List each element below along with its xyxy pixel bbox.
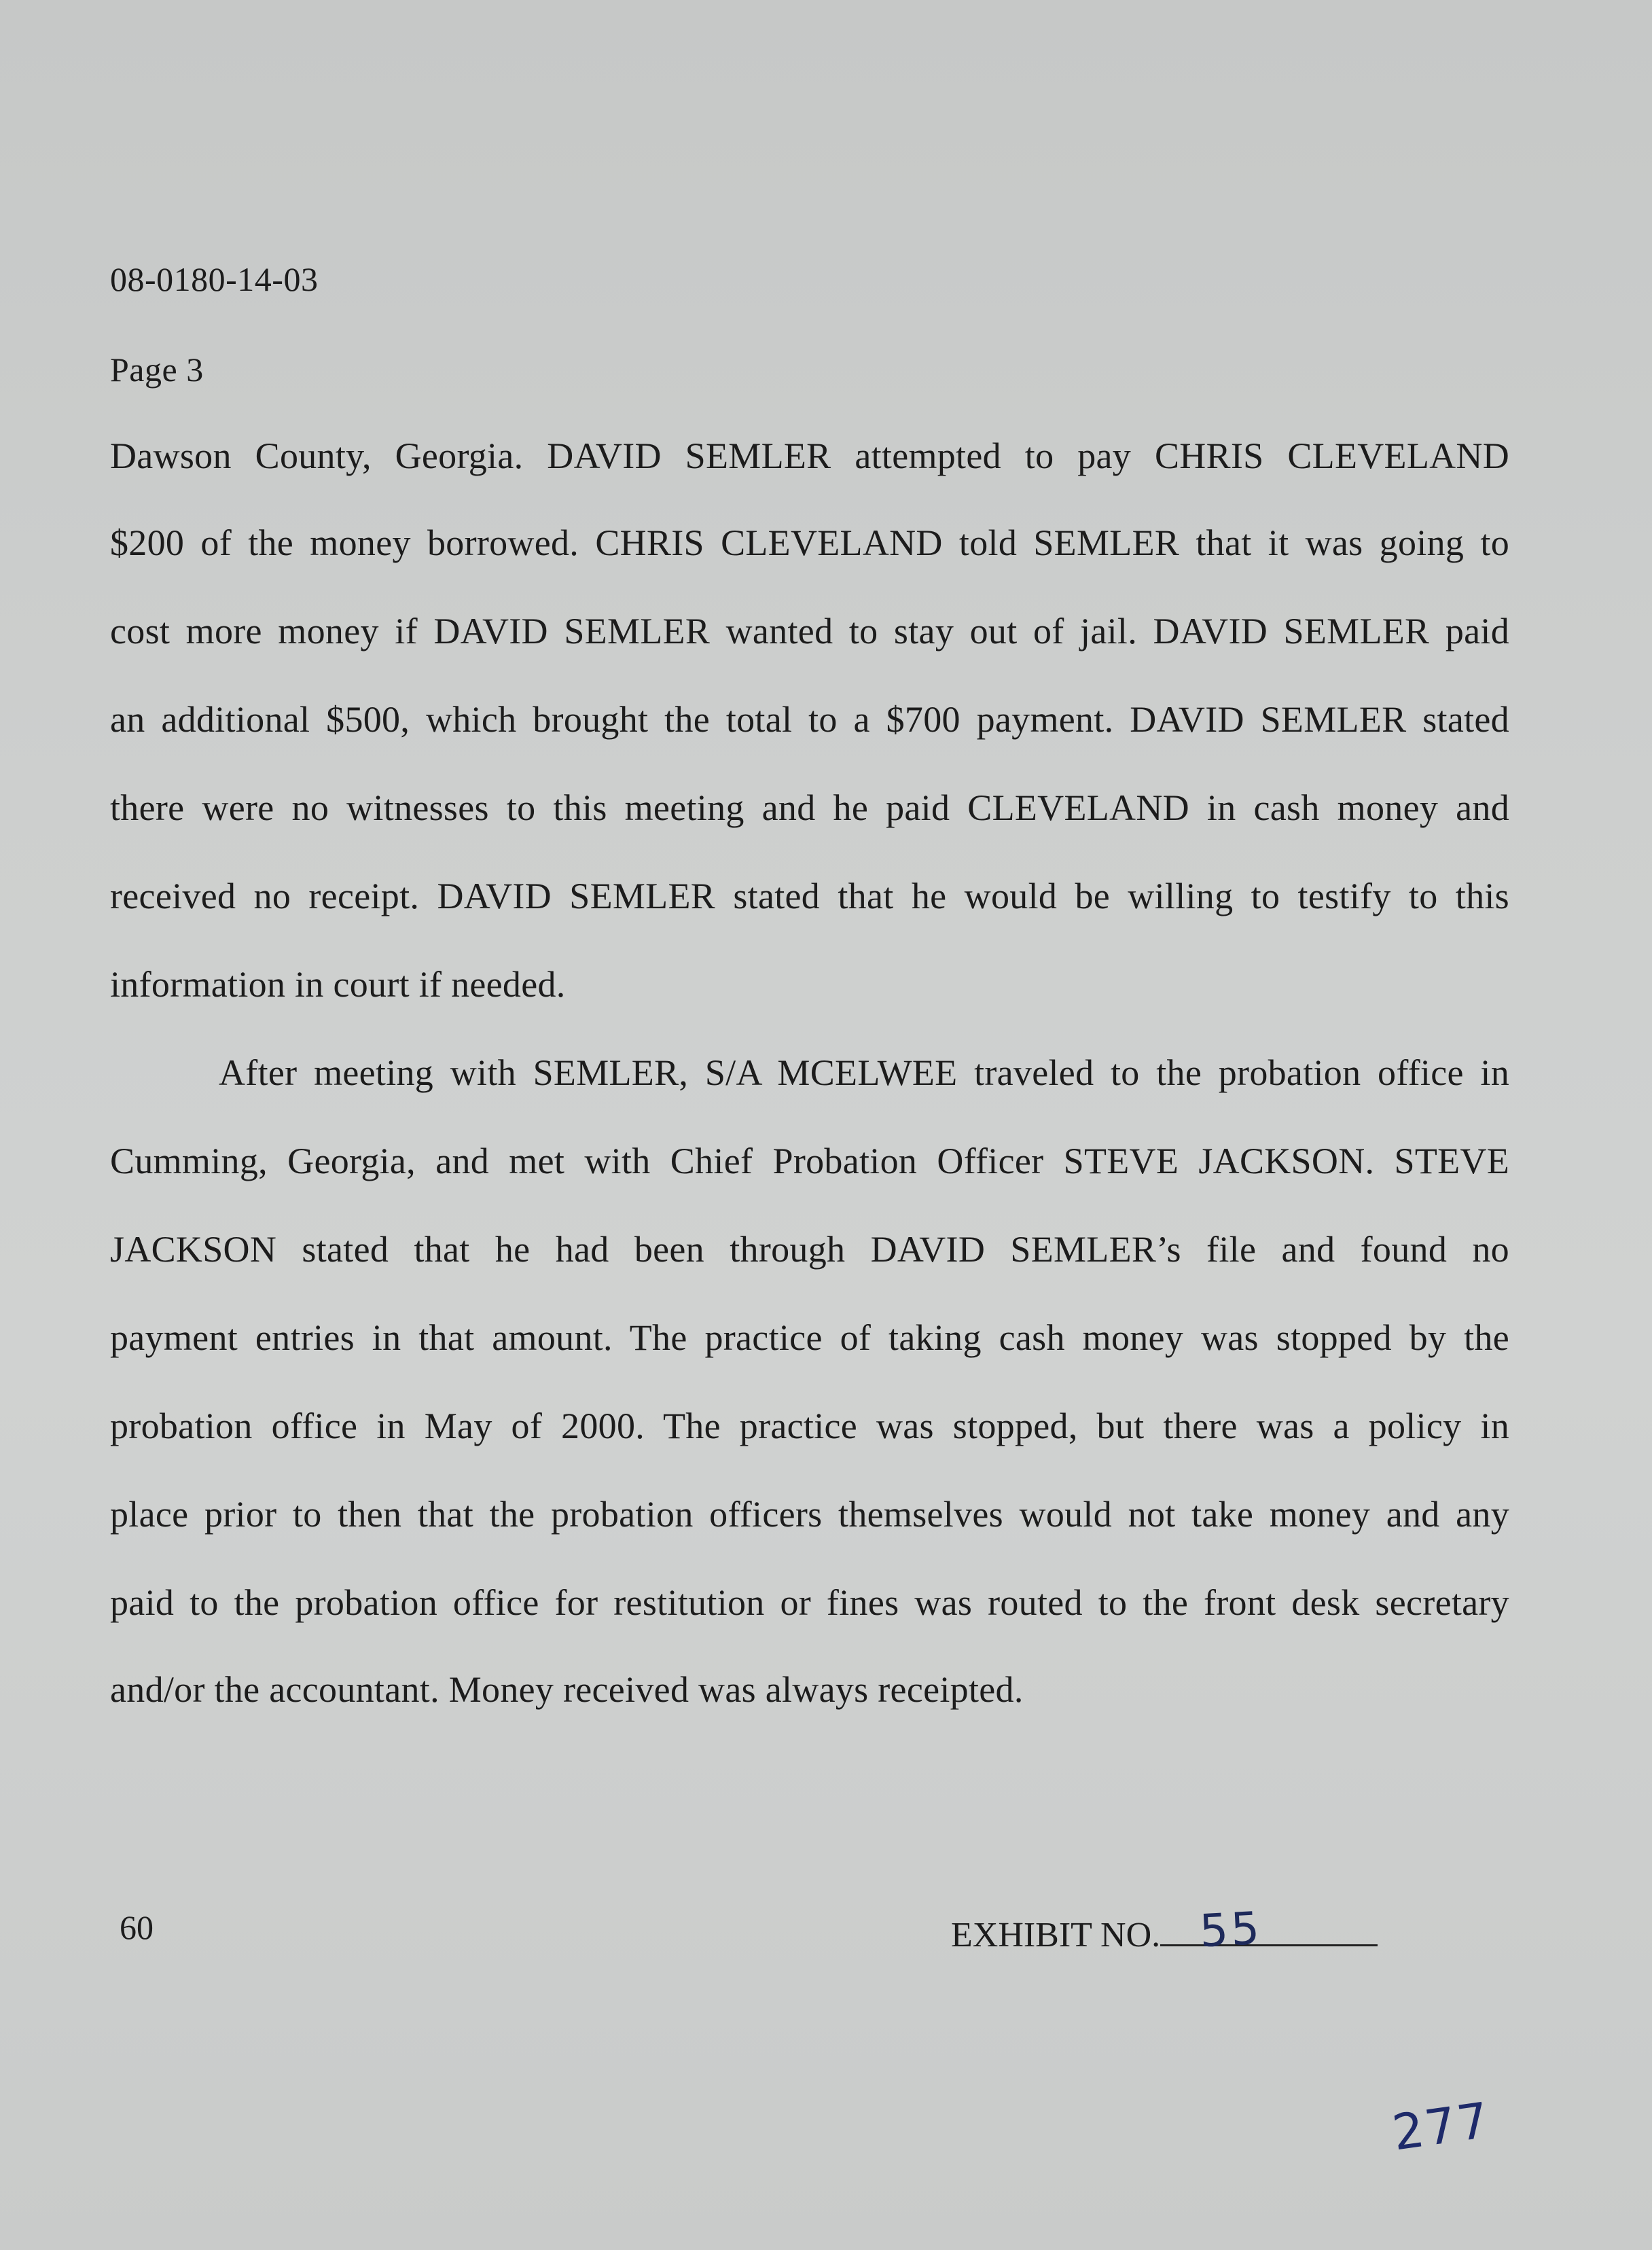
exhibit-blank-line [1160,1901,1378,1958]
page-label: Page 3 [110,351,204,389]
body-line: received no receipt. DAVID SEMLER stated that he would be willing to testify to this [110,876,1509,916]
exhibit-label: EXHIBIT NO. [951,1916,1161,1954]
body-line: information in court if needed. [110,964,566,1005]
body-line: an additional $500, which brought the total to a $700 payment. DAVID SEMLER stated [110,699,1509,740]
body-line: cost more money if DAVID SEMLER wanted to stay out of jail. DAVID SEMLER paid [110,611,1509,651]
body-line: paid to the probation office for restitution or fines was routed to the front desk secretary [110,1582,1509,1623]
body-line: Cumming, Georgia, and met with Chief Probation Officer STEVE JACKSON. STEVE [110,1141,1509,1181]
case-number: 08-0180-14-03 [110,260,319,298]
body-line: JACKSON stated that he had been through DAVID SEMLER’s file and found no [110,1229,1509,1270]
body-line: probation office in May of 2000. The practice was stopped, but there was a policy in [110,1406,1509,1446]
footer-page-number: 60 [120,1908,154,1946]
body-line: $200 of the money borrowed. CHRIS CLEVELAND told SEMLER that it was going to [110,522,1509,563]
body-line: Dawson County, Georgia. DAVID SEMLER attempted to pay CHRIS CLEVELAND [110,435,1509,476]
body-line: payment entries in that amount. The practice of taking cash money was stopped by the [110,1317,1509,1358]
body-line: place prior to then that the probation officers themselves would not take money and any [110,1494,1509,1535]
body-line: and/or the accountant. Money received was always receipted. [110,1669,1024,1710]
exhibit-field [951,1901,1378,1958]
exhibit-number: 55 [1198,1901,1264,1958]
handwritten-page-number: 277 [1388,2091,1494,2162]
body-line: there were no witnesses to this meeting and he paid CLEVELAND in cash money and [110,787,1509,828]
body-line: After meeting with SEMLER, S/A MCELWEE traveled to the probation office in [219,1052,1509,1093]
